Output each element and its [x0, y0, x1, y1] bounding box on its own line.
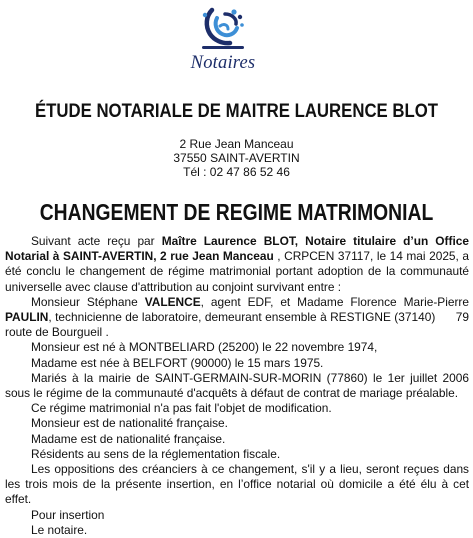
notaires-emblem-icon: [190, 6, 256, 52]
p2-text-a: Monsieur Stéphane: [31, 294, 145, 309]
notary-name: Maître Laurence BLOT, Notaire titulaire d’un Office Notarial à SAINT-AVERTIN, 2 rue Jean Manceau: [5, 234, 470, 264]
p1-text-c: , CRPCEN 37117, le 14 mai 2025, a été conclu le changement de régime matrimonial portant adoption de la communauté universelle avec clause d'attribution au conjoint survivant entre :: [5, 249, 469, 294]
paragraph-marriage: Mariés à la mairie de SAINT-GERMAIN-SUR-MORIN (77860) le 1er juillet 2006 sous le régime de la communauté d'acquêts à défaut de contrat de mariage préalable.: [5, 370, 469, 401]
paragraph-no-modification: Ce régime matrimonial n'a pas fait l'objet de modification.: [31, 401, 332, 416]
p2-text-e: , technicienne de laboratoire, demeurant ensemble à RESTIGNE (37140) 79 route de Bourgueil .: [5, 310, 473, 340]
paragraph-signature: Le notaire.: [31, 522, 88, 537]
p2-text-c: , agent EDF, et Madame Florence Marie-Pierre: [200, 294, 469, 309]
address-street: 2 Rue Jean Manceau: [179, 137, 294, 151]
address-city: 37550 SAINT-AVERTIN: [173, 151, 300, 165]
notaires-logo: [190, 6, 256, 74]
paragraph-oppositions: Les oppositions des créanciers à ce changement, s'il y a lieu, seront reçues dans les trois mois de la présente insertion, en l’office notarial où domicile a été élu à cet effet.: [5, 462, 469, 507]
paragraph-act: [5, 234, 469, 295]
wife-surname: PAULIN: [5, 310, 49, 325]
husband-surname: VALENCE: [144, 294, 201, 309]
paragraph-for-insertion: Pour insertion: [31, 507, 105, 522]
phone-number: Tél : 02 47 86 52 46: [183, 165, 290, 179]
p1-text-a: Suivant acte reçu par: [31, 234, 162, 248]
paragraph-wife-birth: Madame est née à BELFORT (90000) le 15 mars 1975.: [31, 355, 324, 370]
paragraph-residency: Résidents au sens de la réglementation fiscale.: [31, 446, 281, 461]
logo-wordmark: Notaires: [190, 53, 256, 73]
office-title: ÉTUDE NOTARIALE DE MAITRE LAURENCE BLOT: [34, 100, 439, 122]
paragraph-wife-nationality: Madame est de nationalité française.: [31, 431, 226, 446]
paragraph-husband-birth: Monsieur est né à MONTBELIARD (25200) le 22 novembre 1974,: [31, 340, 378, 355]
notice-body: [5, 234, 473, 538]
paragraph-parties: [5, 294, 473, 341]
notice-heading: CHANGEMENT DE REGIME MATRIMONIAL: [39, 199, 434, 225]
paragraph-husband-nationality: Monsieur est de nationalité française.: [31, 416, 228, 431]
